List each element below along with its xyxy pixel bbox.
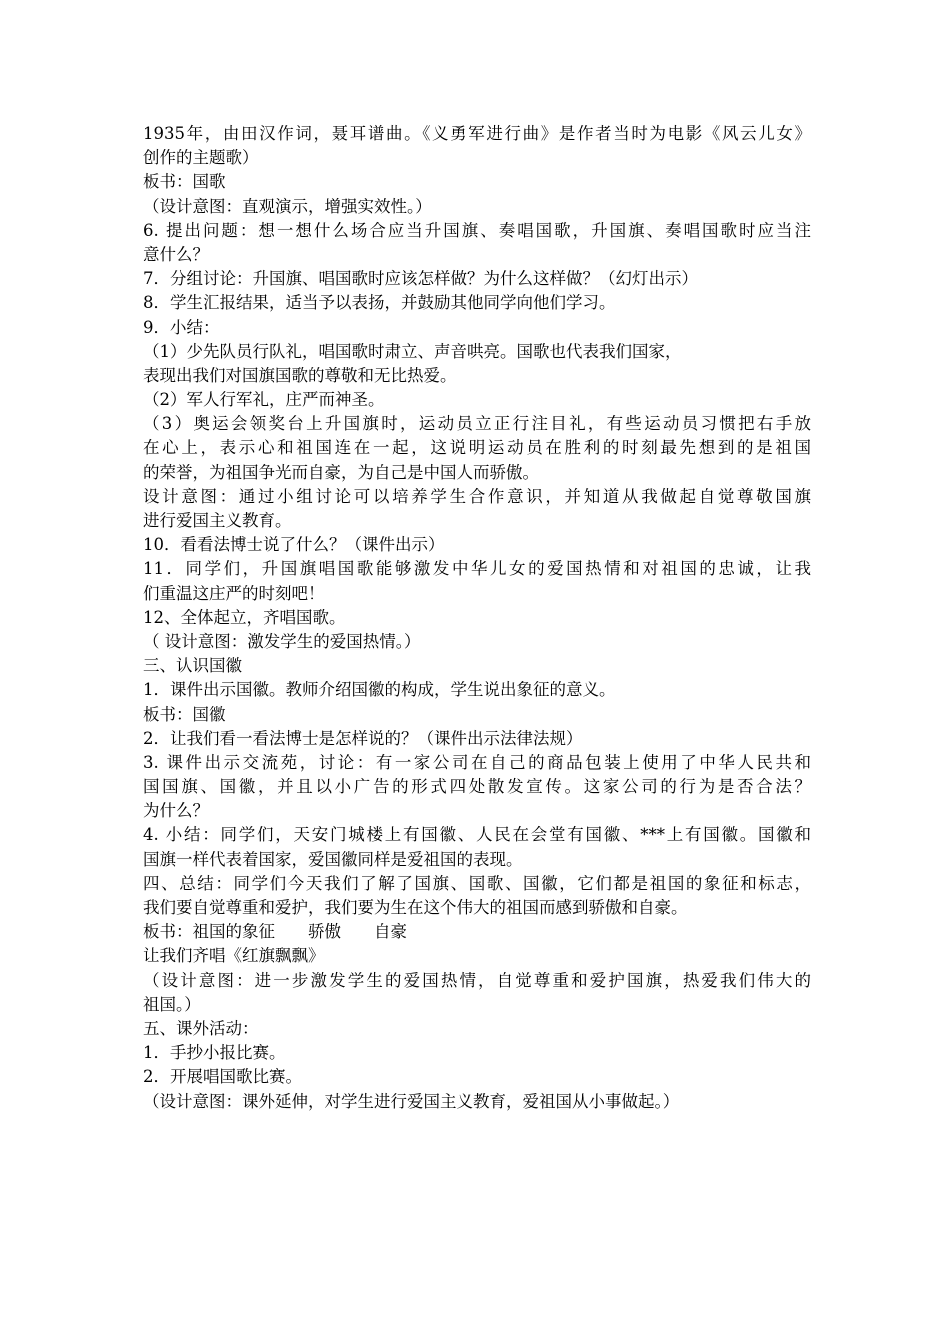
text-line: 意什么？ [143, 244, 209, 264]
text-line: （2）军人行军礼，庄严而神圣。 [143, 390, 385, 410]
text-line: 12、全体起立，齐唱国歌。 [143, 607, 346, 627]
text-line: 五、课外活动： [143, 1018, 259, 1038]
text-line: 10．看看法博士说了什么？（课件出示） [143, 535, 445, 555]
text-line: （ 设计意图：激发学生的爱国热情。） [143, 631, 421, 651]
text-line: 1．课件出示国徽。教师介绍国徽的构成，学生说出象征的意义。 [143, 680, 616, 700]
text-line: 的荣誉，为祖国争光而自豪，为自己是中国人而骄傲。 [143, 462, 539, 482]
text-line: 2．开展唱国歌比赛。 [143, 1067, 302, 1087]
text-line: 在心上，表示心和祖国连在一起，这说明运动员在胜利的时刻最先想到的是祖国 [143, 438, 811, 458]
text-line: 6. 提出问题：想一想什么场合应当升国旗、奏唱国歌，升国旗、奏唱国歌时应当注 [143, 220, 811, 240]
text-line: 9．小结： [143, 317, 220, 337]
text-line: 1935年，由田汉作词，聂耳谱曲。《义勇军进行曲》是作者当时为电影《风云儿女》 [143, 124, 811, 143]
text-line: 板书：国徽 [143, 704, 226, 724]
text-line: 11．同学们，升国旗唱国歌能够激发中华儿女的爱国热情和对祖国的忠诚，让我 [143, 559, 811, 579]
text-line: 为什么？ [143, 801, 209, 821]
text-line: （设计意图：课外延伸，对学生进行爱国主义教育，爱祖国从小事做起。） [143, 1091, 680, 1111]
text-line: （设计意图：进一步激发学生的爱国热情，自觉尊重和爱护国旗，热爱我们伟大的 [143, 970, 811, 990]
text-line: 板书：国歌 [143, 172, 226, 192]
text-line: 7．分组讨论：升国旗、唱国歌时应该怎样做？为什么这样做？（幻灯出示） [143, 269, 698, 289]
document-page [143, 122, 811, 1114]
text-line: 设计意图：通过小组讨论可以培养学生合作意识，并知道从我做起自觉尊敬国旗 [143, 486, 811, 506]
text-line: 4. 小结：同学们，天安门城楼上有国徽、人民在会堂有国徽、***上有国徽。国徽和 [143, 825, 811, 845]
text-line: 们重温这庄严的时刻吧！ [143, 583, 325, 603]
text-line: 祖国。） [143, 994, 201, 1014]
text-line: 我们要自觉尊重和爱护，我们要为生在这个伟大的祖国而感到骄傲和自豪。 [143, 898, 688, 917]
text-line: （3）奥运会领奖台上升国旗时，运动员立正行注目礼，有些运动员习惯把右手放 [143, 414, 811, 434]
text-line: 创作的主题歌） [143, 148, 259, 168]
text-line: 让我们齐唱《红旗飘飘》 [143, 946, 325, 966]
text-line: （1）少先队员行队礼，唱国歌时肃立、声音哄亮。国歌也代表我们国家， [143, 341, 682, 361]
text-line: 国旗一样代表着国家，爱国徽同样是爱祖国的表现。 [143, 849, 523, 869]
text-line: 进行爱国主义教育。 [143, 511, 292, 530]
text-line: 板书：祖国的象征 骄傲 自豪 [143, 922, 407, 942]
text-line: （设计意图：直观演示，增强实效性。） [143, 196, 432, 216]
text-line: 3. 课件出示交流苑，讨论：有一家公司在自己的商品包装上使用了中华人民共和 [143, 752, 811, 772]
text-line: 2．让我们看一看法博士是怎样说的？（课件出示法律法规） [143, 728, 583, 748]
text-line: 8．学生汇报结果，适当予以表扬，并鼓励其他同学向他们学习。 [143, 293, 616, 313]
text-line: 1．手抄小报比赛。 [143, 1043, 286, 1063]
text-line: 国国旗、国徽，并且以小广告的形式四处散发宣传。这家公司的行为是否合法？ [143, 777, 811, 797]
text-line: 三、认识国徽 [143, 656, 242, 676]
text-line: 表现出我们对国旗国歌的尊敬和无比热爱。 [143, 365, 457, 385]
text-line: 四、总结：同学们今天我们了解了国旗、国歌、国徽，它们都是祖国的象征和标志， [143, 873, 811, 893]
